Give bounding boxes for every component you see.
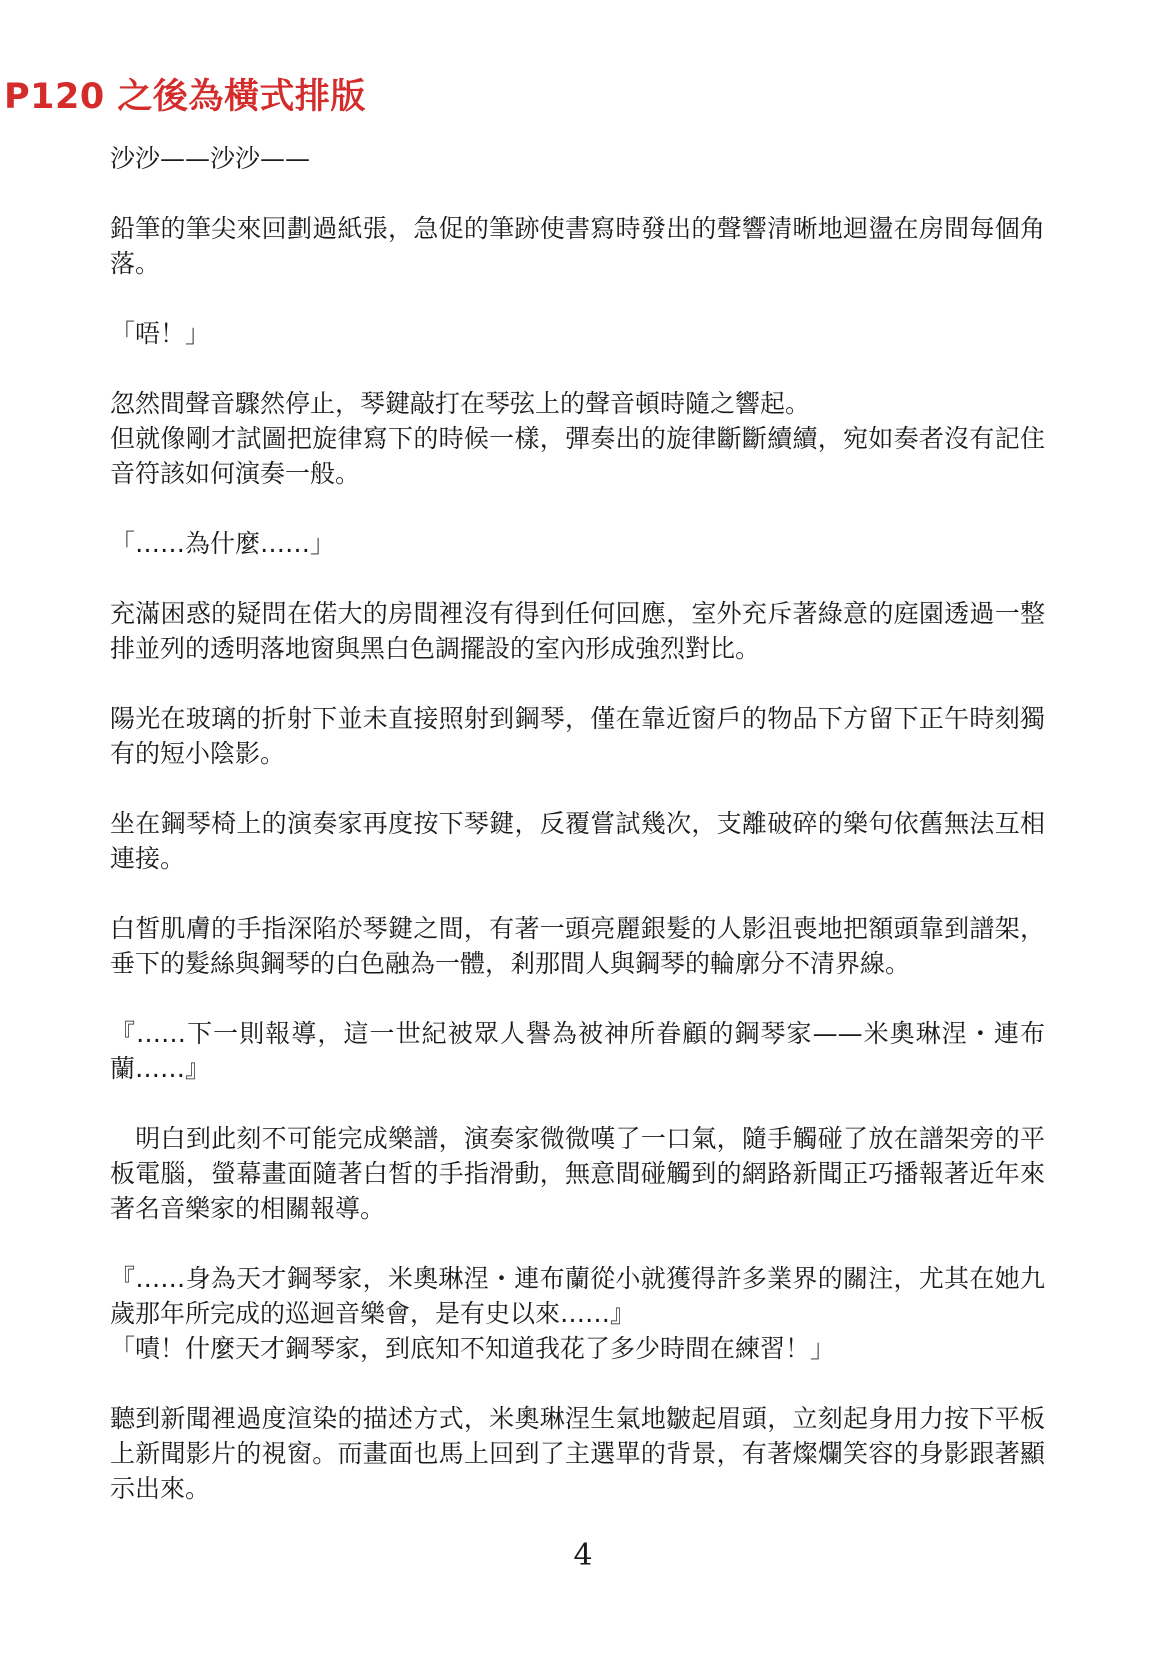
paragraph: 『……身為天才鋼琴家，米奧琳涅・連布蘭從小就獲得許多業界的關注，尤其在她九歲那年所完成的巡迴音樂會，是有史以來……』 [110,1264,1045,1328]
paragraph: 鉛筆的筆尖來回劃過紙張，急促的筆跡使書寫時發出的聲響清晰地迴盪在房間每個角落。 [110,214,1045,278]
paragraph: 「唔！」 [110,319,211,348]
paragraph: 沙沙——沙沙—— [110,144,311,173]
paragraph: 充滿困惑的疑問在偌大的房間裡沒有得到任何回應，室外充斥著綠意的庭園透過一整排並列的透明落地窗與黑白色調擺設的室內形成強烈對比。 [110,599,1045,663]
paragraph: 但就像剛才試圖把旋律寫下的時候一樣，彈奏出的旋律斷斷續續，宛如奏者沒有記住音符該如何演奏一般。 [110,424,1045,488]
paragraph: 「嘖！什麼天才鋼琴家，到底知不知道我花了多少時間在練習！」 [110,1334,836,1363]
paragraph: 「……為什麼……」 [110,529,336,558]
paragraph: 忽然間聲音驟然停止，琴鍵敲打在琴弦上的聲音頓時隨之響起。 [110,389,811,418]
paragraph: 坐在鋼琴椅上的演奏家再度按下琴鍵，反覆嘗試幾次，支離破碎的樂句依舊無法互相連接。 [110,809,1045,873]
body-text [110,141,1045,1506]
paragraph: 明白到此刻不可能完成樂譜，演奏家微微嘆了一口氣，隨手觸碰了放在譜架旁的平板電腦，螢幕畫面隨著白皙的手指滑動，無意間碰觸到的網路新聞正巧播報著近年來著名音樂家的相關報導。 [110,1124,1045,1223]
paragraph: 聽到新聞裡過度渲染的描述方式，米奧琳涅生氣地皺起眉頭，立刻起身用力按下平板上新聞影片的視窗。而畫面也馬上回到了主選單的背景，有著燦爛笑容的身影跟著顯示出來。 [110,1404,1045,1503]
page-number: 4 [573,1538,593,1573]
page-header: P120 之後為橫式排版 [4,77,366,117]
paragraph: 白皙肌膚的手指深陷於琴鍵之間，有著一頭亮麗銀髮的人影沮喪地把額頭靠到譜架，垂下的髮絲與鋼琴的白色融為一體，剎那間人與鋼琴的輪廓分不清界線。 [110,914,1045,978]
paragraph: 『……下一則報導，這一世紀被眾人譽為被神所眷顧的鋼琴家——米奧琳涅・連布蘭……』 [110,1019,1045,1083]
paragraph: 陽光在玻璃的折射下並未直接照射到鋼琴，僅在靠近窗戶的物品下方留下正午時刻獨有的短小陰影。 [110,704,1045,768]
